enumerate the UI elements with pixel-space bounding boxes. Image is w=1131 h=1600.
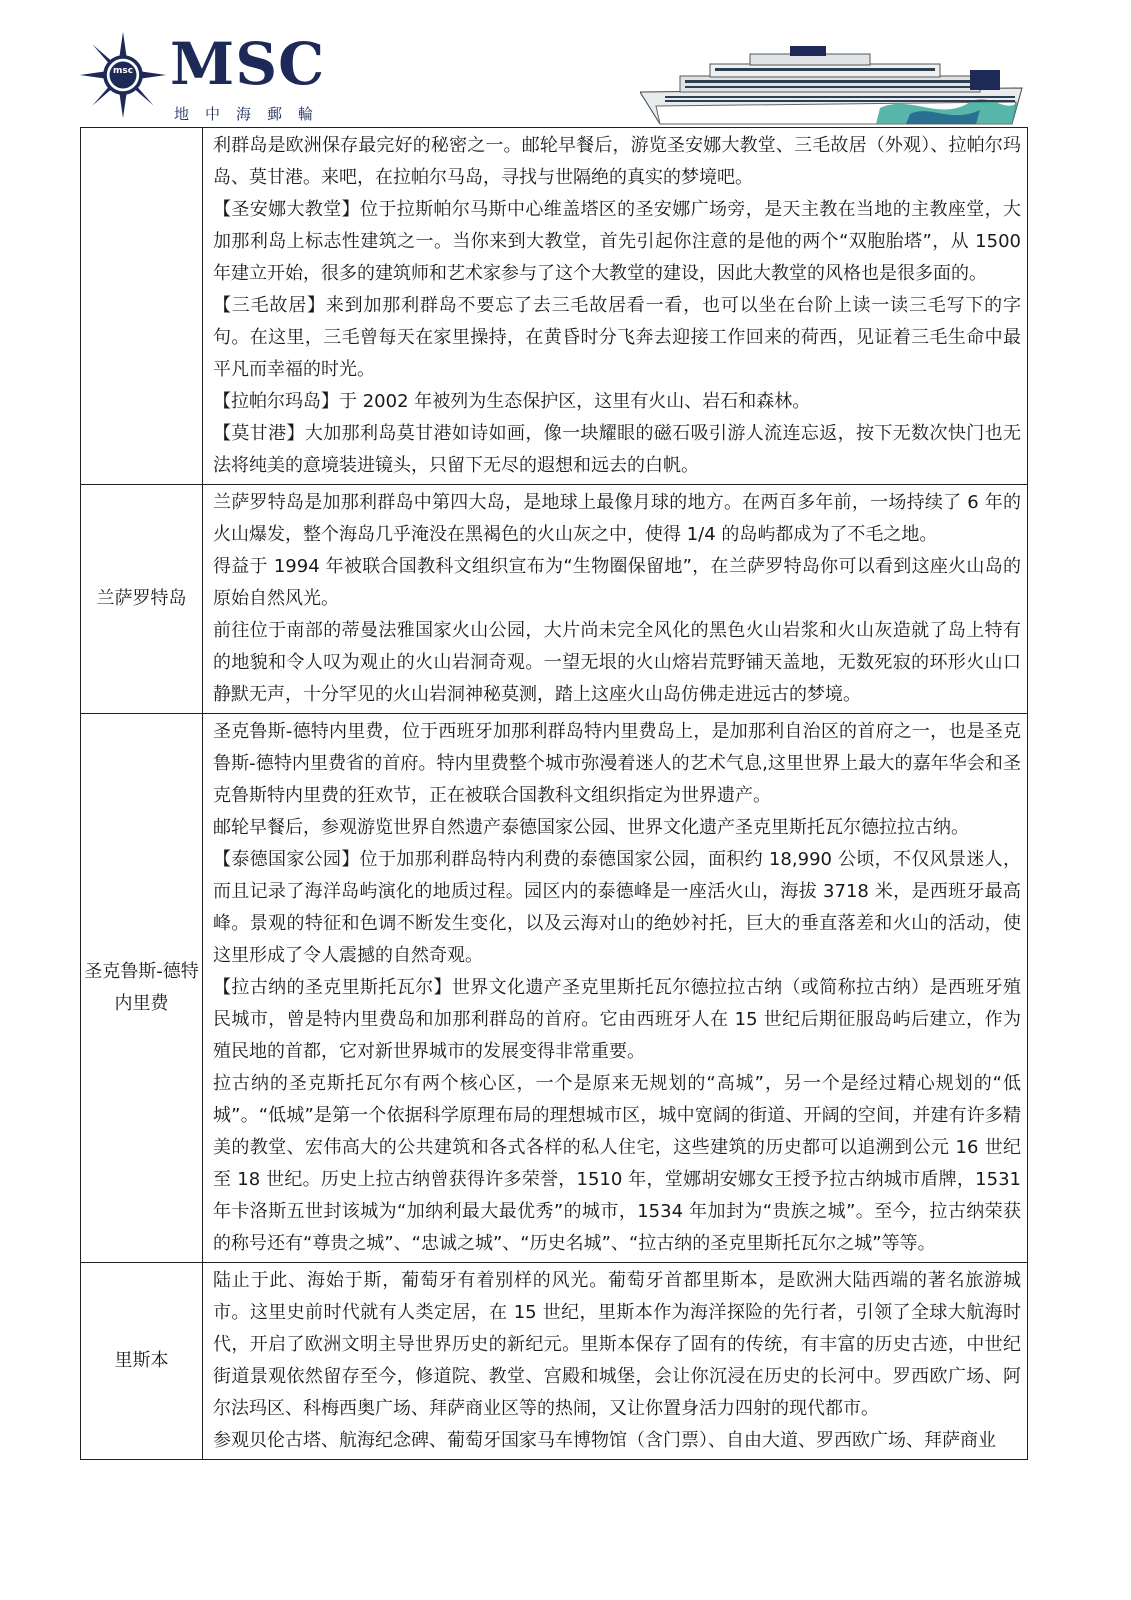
place-cell: 兰萨罗特岛 (81, 485, 203, 714)
logo-badge-text-top: msc (112, 66, 134, 76)
logo-wordmark: MSC (170, 30, 326, 98)
paragraph: 拉古纳的圣克斯托瓦尔有两个核心区，一个是原来无规划的“高城”，另一个是经过精心规划的“低城”。“低城”是第一个依据科学原理布局的理想城市区，城中宽阔的街道、开阔的空间，并建有许多精美的教堂、宏伟高大的公共建筑和各式各样的私人住宅，这些建筑的历史都可以追溯到公元 16 世纪至 18 世纪。历史上拉古纳曾获得许多荣誉，1510 年，堂娜胡安娜女王授予拉古纳城市盾牌，1531 年卡洛斯五世封该城为“加纳利最大最优秀”的城市，1534 年加封为“贵族之城”。至今，拉古纳荣获的称号还有“尊贵之城”、“忠诚之城”、“历史名城”、“拉古纳的圣克里斯托瓦尔之城”等等。 (213, 1073, 1021, 1254)
table-row (81, 714, 1028, 1263)
table-row (81, 128, 1028, 485)
paragraph: 兰萨罗特岛是加那利群岛中第四大岛，是地球上最像月球的地方。在两百多年前，一场持续了 6 年的火山爆发，整个海岛几乎淹没在黑褐色的火山灰之中，使得 1/4 的岛屿都成为了不毛之地。 (213, 492, 1021, 545)
place-cell (81, 128, 203, 485)
paragraph: 得益于 1994 年被联合国教科文组织宣布为“生物圈保留地”，在兰萨罗特岛你可以看到这座火山岛的原始自然风光。 (213, 556, 1021, 609)
paragraph: 【三毛故居】来到加那利群岛不要忘了去三毛故居看一看，也可以坐在台阶上读一读三毛写下的字句。在这里，三毛曾每天在家里操持，在黄昏时分飞奔去迎接工作回来的荷西，见证着三毛生命中最平凡而幸福的时光。 (213, 295, 1021, 380)
table-row (81, 1263, 1028, 1460)
logo-badge (108, 60, 138, 90)
description-cell (203, 128, 1028, 485)
paragraph: 【拉帕尔玛岛】于 2002 年被列为生态保护区，这里有火山、岩石和森林。 (213, 391, 811, 412)
paragraph: 参观贝伦古塔、航海纪念碑、葡萄牙国家马车博物馆（含门票）、自由大道、罗西欧广场、拜萨商业 (213, 1430, 996, 1451)
cruise-ship-illustration (640, 44, 1030, 126)
paragraph: 邮轮早餐后，参观游览世界自然遗产泰德国家公园、世界文化遗产圣克里斯托瓦尔德拉拉古纳。 (213, 817, 969, 838)
description-cell (203, 714, 1028, 1263)
paragraph: 【泰德国家公园】位于加那利群岛特内利费的泰德国家公园，面积约 18,990 公顷，不仅风景迷人，而且记录了海洋岛屿演化的地质过程。园区内的泰德峰是一座活火山，海拔 3718 米，是西班牙最高峰。景观的特征和色调不断发生变化，以及云海对山的绝妙衬托，巨大的垂直落差和火山的活动，使这里形成了令人震撼的自然奇观。 (213, 849, 1021, 966)
place-cell: 里斯本 (81, 1263, 203, 1460)
paragraph: 【莫甘港】大加那利岛莫甘港如诗如画，像一块耀眼的磁石吸引游人流连忘返，按下无数次快门也无法将纯美的意境装进镜头，只留下无尽的遐想和远去的白帆。 (213, 423, 1021, 476)
page-header (0, 0, 1131, 128)
paragraph: 陆止于此、海始于斯，葡萄牙有着别样的风光。葡萄牙首都里斯本，是欧洲大陆西端的著名旅游城市。这里史前时代就有人类定居，在 15 世纪，里斯本作为海洋探险的先行者，引领了全球大航海时代，开启了欧洲文明主导世界历史的新纪元。里斯本保存了固有的传统，有丰富的历史古迹，中世纪街道景观依然留存至今，修道院、教堂、宫殿和城堡，会让你沉浸在历史的长河中。罗西欧广场、阿尔法玛区、科梅西奥广场、拜萨商业区等的热闹，又让你置身活力四射的现代都市。 (213, 1270, 1021, 1419)
table-row (81, 485, 1028, 714)
paragraph: 圣克鲁斯-德特内里费，位于西班牙加那利群岛特内里费岛上，是加那利自治区的首府之一，也是圣克鲁斯-德特内里费省的首府。特内里费整个城市弥漫着迷人的艺术气息,这里世界上最大的嘉年华会和圣克鲁斯特内里费的狂欢节，正在被联合国教科文组织指定为世界遗产。 (213, 721, 1021, 806)
paragraph: 前往位于南部的蒂曼法雅国家火山公园，大片尚未完全风化的黑色火山岩浆和火山灰造就了岛上特有的地貌和令人叹为观止的火山岩洞奇观。一望无垠的火山熔岩荒野铺天盖地，无数死寂的环形火山口静默无声，十分罕见的火山岩洞神秘莫测，踏上这座火山岛仿佛走进远古的梦境。 (213, 620, 1021, 705)
paragraph: 【圣安娜大教堂】位于拉斯帕尔马斯中心维盖塔区的圣安娜广场旁，是天主教在当地的主教座堂，大加那利岛上标志性建筑之一。当你来到大教堂，首先引起你注意的是他的两个“双胞胎塔”，从 1500 年建立开始，很多的建筑师和艺术家参与了这个大教堂的建设，因此大教堂的风格也是很多面的。 (213, 199, 1021, 284)
paragraph: 【拉古纳的圣克里斯托瓦尔】世界文化遗产圣克里斯托瓦尔德拉拉古纳（或简称拉古纳）是西班牙殖民城市，曾是特内里费岛和加那利群岛的首府。它由西班牙人在 15 世纪后期征服岛屿后建立，作为殖民地的首都，它对新世界城市的发展变得非常重要。 (213, 977, 1021, 1062)
place-cell: 圣克鲁斯-德特内里费 (81, 714, 203, 1263)
description-cell (203, 1263, 1028, 1460)
itinerary-table (80, 127, 1028, 1460)
paragraph: 利群岛是欧洲保存最完好的秘密之一。邮轮早餐后，游览圣安娜大教堂、三毛故居（外观）、拉帕尔玛岛、莫甘港。来吧，在拉帕尔马岛，寻找与世隔绝的真实的梦境吧。 (213, 135, 1021, 188)
logo-subtitle: 地中海郵輪 (174, 105, 330, 123)
description-cell (203, 485, 1028, 714)
